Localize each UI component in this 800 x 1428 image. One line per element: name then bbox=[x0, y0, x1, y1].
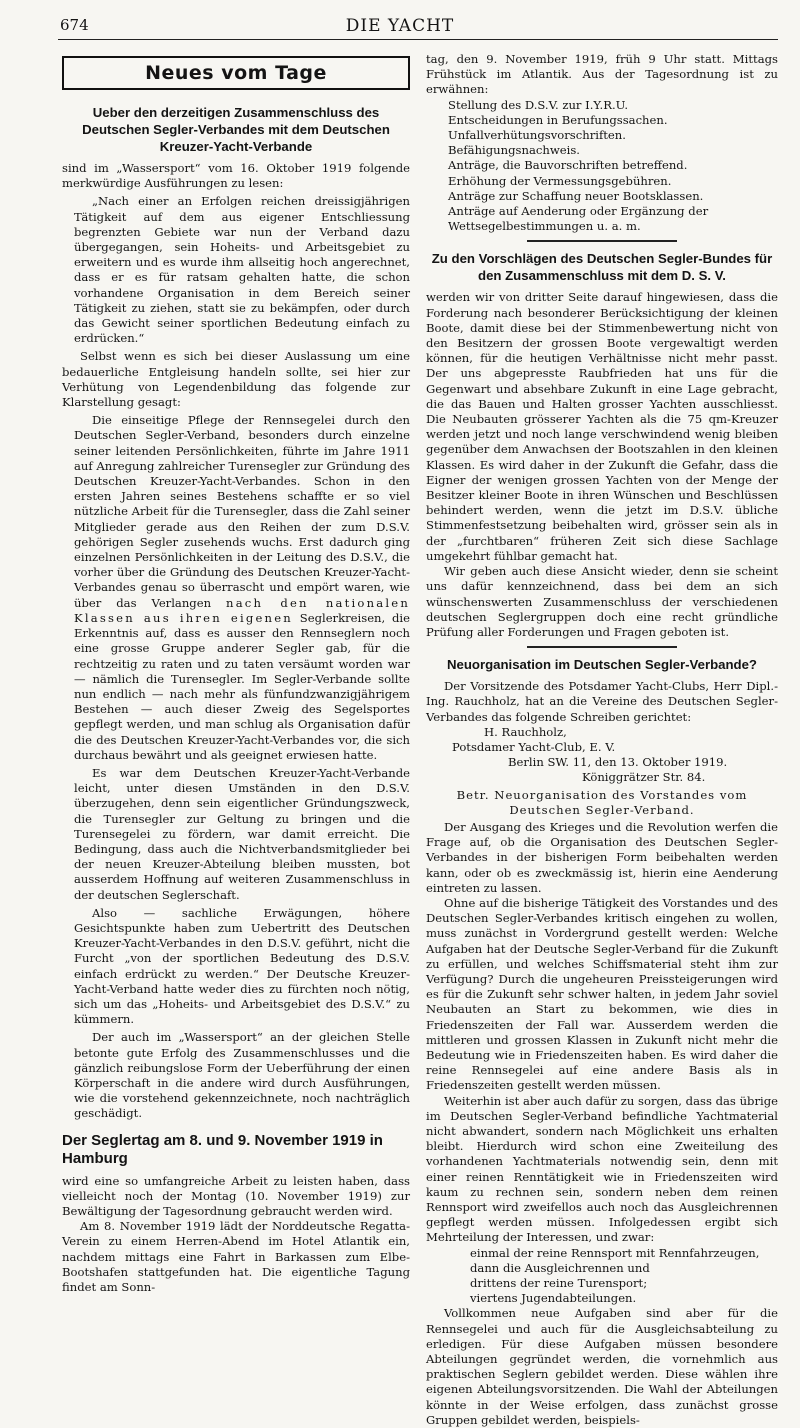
article-title-neuorganisation: Neuorganisation im Deutschen Segler-Verbande? bbox=[447, 657, 757, 673]
list-item: einmal der reine Rennsport mit Rennfahrzeugen, bbox=[470, 1245, 760, 1260]
list-item: Entscheidungen in Berufungssachen. bbox=[448, 112, 668, 127]
agenda-list bbox=[426, 98, 778, 235]
header-rule bbox=[58, 39, 778, 40]
left-column bbox=[62, 56, 410, 1295]
paragraph: Ohne auf die bisherige Tätigkeit des Vorstandes und des Deutschen Segler-Verbandes kritisch eingehen zu wollen, muss zunächst in Vordergrund gestellt werden: Welche Aufgaben hat der Deutsche Segler-Verband für die Zukunft zu erfüllen, und welches Schiffsmaterial steht ihm zur Verfügung? Durch die ungeheuren Preissteigerungen wird es für die Zukunft sehr schwer halten, in jedem Jahr soviel Neubauten an Start zu bekommen, wie dies in Friedenszeiten der Fall war. Ausserdem werden die mittleren und grossen Klassen in Zukunft nicht mehr die Bedeutung wie in Friedenszeiten haben. Es wird daher die reine Rennsegelei auf eine andere Basis als in Friedenszeiten gestellt werden müssen. bbox=[426, 895, 778, 1093]
paragraph: Vollkommen neue Aufgaben sind aber für die Rennsegelei und auch für die Ausgleichsabteilung zu erledigen. Für diese Aufgaben müssen besondere Abteilungen gegründet werden, die vornehmlich aus praktischen Seglern gebildet werden. Diese wählen ihre eigenen Abteilungsvorsitzenden. Die Wahl der Abteilungen könnte in der Weise erfolgen, dass zunächst grosse Gruppen gebildet werden, beispiels- bbox=[426, 1306, 778, 1427]
letter-date: Berlin SW. 11, den 13. Oktober 1919. bbox=[508, 755, 728, 770]
paragraph: Am 8. November 1919 lädt der Norddeutsche Regatta-Verein zu einem Herren-Abend im Hotel Atlantik ein, nachdem mittags eine Fahrt in Barkassen zum Elbe-Bootshafen stattgefunden hat. Die eigentliche Tagung findet am Sonn- bbox=[62, 1219, 410, 1295]
list-item: Stellung des D.S.V. zur I.Y.R.U. bbox=[448, 97, 629, 112]
rubric-title: Neues vom Tage bbox=[145, 62, 327, 84]
separator-rule bbox=[527, 646, 677, 648]
paragraph: Selbst wenn es sich bei dieser Auslassung um eine bedauerliche Entgleisung handeln sollte, sei hier zur Verhütung von Legendenbildung das folgende zur Klarstellung gesagt: bbox=[62, 349, 410, 410]
page-number: 674 bbox=[60, 16, 89, 34]
quote-paragraph: Der auch im „Wassersport“ an der gleichen Stelle betonte gute Erfolg des Zusammenschlusses und die gänzlich reibungslose Form der Ueberführung der einen Körperschaft in die andere wird durch Ausführungen, wie die vorstehend gekennzeichnete, noch nachträglich geschädigt. bbox=[74, 1030, 410, 1121]
quote-text: Die einseitige Pflege der Rennsegelei durch den Deutschen Segler-Verband, besonders durch einzelne seiner leitenden Persönlichkeiten, führte im Jahre 1911 auf Anregung zahlreicher Turensegler zur Gründung des Deutschen Kreuzer-Yacht-Verbandes. Schon in den ersten Jahren seines Bestehens schaffte er so viel nützliche Arbeit für die Turensegler, dass die Zahl seiner Mitglieder gerade aus den Reihen der zum D.S.V. gehörigen Segler zusehends wuchs. Erst dadurch ging einzelnen Persönlichkeiten in der Leitung des D.S.V., die vorher über die Gründung des Deutschen Kreuzer-Yacht-Verbandes genau so überrascht und empört waren, wie über das Verlangen bbox=[74, 413, 410, 610]
paragraph: wird eine so umfangreiche Arbeit zu leisten haben, dass vielleicht noch der Montag (10. November 1919) zur Bewältigung der Tagesordnung gebraucht werden wird. bbox=[62, 1173, 410, 1218]
paragraph: Wir geben auch diese Ansicht wieder, denn sie scheint uns dafür kennzeichnend, dass bei dem an sich wünschenswerten Zusammenschluss der verschiedenen deutschen Seglergruppen doch eine recht gründliche Prüfung aller Forderungen und Fragen geboten ist. bbox=[426, 564, 778, 639]
paragraph: werden wir von dritter Seite darauf hingewiesen, dass die Forderung nach besonderer Berücksichtigung der kleinen Boote, damit diese bei der Stimmenbewertung nicht von den Besitzern der grossen Boote vergewaltigt werden können, für die heutigen Verhältnisse nicht mehr passt. Der uns abgepresste Raubfrieden hat uns für die Gegenwart und absehbare Zukunft in eine Lage gebracht, die das Bauen und Halten grosser Yachten ausschliesst. Die Neubauten grösserer Yachten als die 75 qm-Kreuzer werden jetzt und noch lange verschwindend wenig bleiben gegenüber dem Anwachsen der Bootszahlen in den kleinen Klassen. Es wird daher in der Zukunft die Gefahr, dass die Eigner der wenigen grossen Yachten von der Menge der Besitzer kleiner Boote in ihren Wünschen und Beschlüssen behindert werden, wenn die jetzt im D.S.V. übliche Stimmenfestsetzung beibehalten wird, grösser sein als in der „furchtbaren“ früheren Zeit sich diese Sachlage umgekehrt fühlbar gemacht hat. bbox=[426, 290, 778, 563]
article-title-zusammenschluss: Ueber den derzeitigen Zusammenschluss des Deutschen Segler-Verbandes mit dem Deutschen Kreuzer-Yacht-Verbande bbox=[82, 105, 390, 154]
right-column bbox=[426, 52, 778, 1428]
letter-sender-name: H. Rauchholz, bbox=[484, 724, 567, 739]
rubric-box bbox=[62, 56, 410, 90]
list-item: Anträge zur Schaffung neuer Bootsklassen. bbox=[448, 188, 704, 203]
letter-subject-line: Deutschen Segler-Verband. bbox=[509, 802, 695, 817]
paragraph: Der Ausgang des Krieges und die Revolution werfen die Frage auf, ob die Organisation des Deutschen Segler-Verbandes in der bisherigen Form beibehalten werden kann, oder ob es zweckmässig ist, hierin eine Aenderung eintreten zu lassen. bbox=[426, 819, 778, 895]
list-item: Anträge, die Bauvorschriften betreffend. bbox=[448, 158, 688, 173]
paragraph: tag, den 9. November 1919, früh 9 Uhr statt. Mittags Frühstück im Atlantik. Aus der Tagesordnung ist zu erwähnen: bbox=[426, 52, 778, 97]
list-item: Anträge auf Aenderung oder Ergänzung der Wettsegelbestimmungen u. a. m. bbox=[448, 204, 709, 234]
article-title-vorschlaege: Zu den Vorschlägen des Deutschen Segler-Bundes für den Zusammenschluss mit dem D. S. V. bbox=[431, 251, 773, 284]
quote-paragraph: „Nach einer an Erfolgen reichen dreissigjährigen Tätigkeit auf dem aus eigener Entschliessung begrenzten Gebiete war nun der Verband dazu übergegangen, sein Hoheits- und Arbeitsgebiet zu erweitern und es wurde ihm allseitig hoch angerechnet, dass er es für ratsam gehalten hatte, die schon vorhandene Organisation in dem Bereich seiner Tätigkeit zu ziehen, statt sie zu bekämpfen, oder durch das Gewicht seiner sportlichen Bedeutung einfach zu erdrücken.“ bbox=[74, 194, 410, 346]
list-item: Befähigungsnachweis. bbox=[448, 143, 580, 158]
quote-paragraph: Also — sachliche Erwägungen, höhere Gesichtspunkte haben zum Uebertritt des Deutschen Kreuzer-Yacht-Verbandes in den D.S.V. geführt, nicht die Furcht „von der sportlichen Bedeutung des D.S.V. einfach erdrückt zu werden.“ Der Deutsche Kreuzer-Yacht-Verband hatte weder dies zu fürchten noch nötig, sich um das „Hoheits- und Arbeitsgebiet des D.S.V.“ zu kümmern. bbox=[74, 905, 410, 1027]
paragraph: Weiterhin ist aber auch dafür zu sorgen, dass das übrige im Deutschen Segler-Verband befindliche Yachtmaterial nicht abwandert, sondern nach Möglichkeit uns erhalten bleibt. Hierdurch wird schon eine Zweiteilung des vorhandenen Yachtmaterials notwendig sein, denn mit einer reinen Renntätigkeit wie in Friedenszeiten wird kaum zu rechnen sein, sondern neben dem reinen Rennsport wird zweifellos auch noch das Ausgleichrennen gepflegt werden müssen. Infolgedessen ergibt sich Mehrteilung der Interessen, und zwar: bbox=[426, 1093, 778, 1245]
list-item: drittens der reine Turensport; bbox=[470, 1276, 648, 1291]
letter-subject-line: Betr. Neuorganisation des Vorstandes vom bbox=[456, 787, 748, 802]
journal-title: DIE YACHT bbox=[345, 16, 455, 36]
paragraph: Der Vorsitzende des Potsdamer Yacht-Clubs, Herr Dipl.-Ing. Rauchholz, hat an die Vereine des Deutschen Segler-Verbandes das folgende Schreiben gerichtet: bbox=[426, 679, 778, 724]
separator-rule bbox=[527, 240, 677, 242]
article-title-seglertag: Der Seglertag am 8. und 9. November 1919 in Hamburg bbox=[62, 1131, 383, 1167]
letter-sender-club: Potsdamer Yacht-Club, E. V. bbox=[452, 739, 616, 754]
letter-street: Königgrätzer Str. 84. bbox=[582, 770, 706, 785]
list-item: Unfallverhütungsvorschriften. bbox=[448, 128, 626, 143]
quote-paragraph bbox=[62, 413, 410, 763]
list-item: Erhöhung der Vermessungsgebühren. bbox=[448, 173, 672, 188]
quote-text: Seglerkreisen, die Erkenntnis auf, dass es ausser den Rennseglern noch eine grosse Gruppe anderer Segler gab, für die rechtzeitig zu raten und zu taten versäumt worden war — nämlich die Turensegler. Im Segler-Verbande sollte nun endlich — nach mehr als fünfundzwanzigjährigem Bestehen — auch dieser Zweig des Segelsportes gepflegt werden, und man schlug als Organisation dafür die des Deutschen Kreuzer-Yacht-Verbandes vor, die sich durchaus bewährt und als geeignet erwiesen hatte. bbox=[74, 610, 410, 762]
page-header bbox=[0, 16, 800, 38]
quote-paragraph: Es war dem Deutschen Kreuzer-Yacht-Verbande leicht, unter diesen Umständen in den D.S.V. überzugehen, denn sein eigentlicher Gründungszweck, die Turensegler zur Geltung zu bringen und die Turensegelei zu fördern, war damit erreicht. Die Bedingung, dass auch die Nichtverbandsmitglieder bei der neuen Kreuzer-Abteilung bleiben mussten, bot ausserdem Hoffnung auf weiteren Zusammenschluss in der deutschen Seglerschaft. bbox=[74, 765, 410, 902]
interest-list bbox=[426, 1246, 778, 1307]
list-item: viertens Jugendabteilungen. bbox=[470, 1291, 637, 1306]
paragraph: sind im „Wassersport“ vom 16. Oktober 1919 folgende merkwürdige Ausführungen zu lesen: bbox=[62, 161, 410, 191]
list-item: dann die Ausgleichrennen und bbox=[470, 1260, 650, 1275]
quote-emphasis: nach den nationalen Klassen aus ihren eigenen bbox=[74, 595, 410, 625]
